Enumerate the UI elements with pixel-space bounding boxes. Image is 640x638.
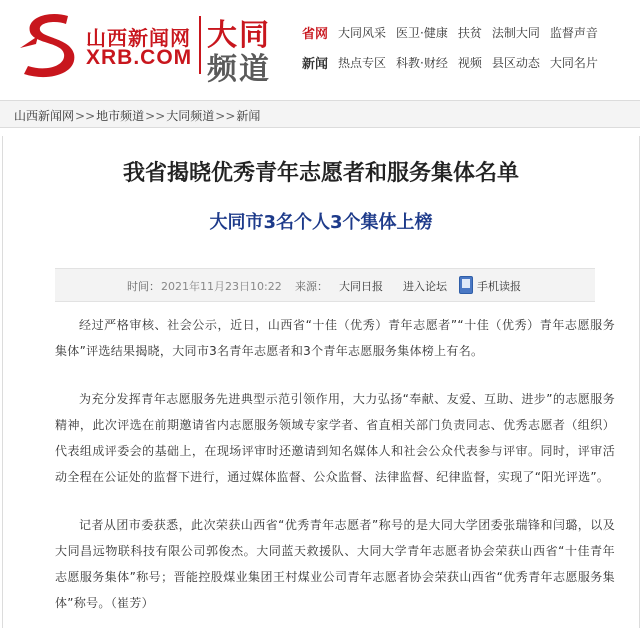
- nav-item-news[interactable]: 新闻: [302, 56, 329, 72]
- meta-source: 大同日报: [339, 280, 383, 293]
- nav-item-hot-topics[interactable]: 热点专区: [338, 55, 387, 70]
- article-meta-bar: [55, 268, 595, 302]
- article-subtitle: 大同市3名个人3个集体上榜: [209, 212, 433, 233]
- meta-source-label: 来源：: [295, 280, 328, 293]
- breadcrumb-item-home[interactable]: 山西新闻网: [14, 109, 75, 123]
- breadcrumb-item-news[interactable]: 新闻: [236, 109, 261, 123]
- article-paragraph: 记者从团市委获悉，此次荣获山西省“优秀青年志愿者”称号的是大同大学团委张瑞锋和闫璐，以及大同昌远物联科技有限公司郭俊杰。大同蓝天救援队、大同大学青年志愿者协会荣获山西省“十佳青年志愿服务集体”称号；晋能控股煤业集团王村煤业公司青年志愿者协会荣获山西省“优秀青年志愿服务集体”称号。（崔芳）: [55, 518, 615, 610]
- nav-item-county-news[interactable]: 县区动态: [491, 55, 540, 70]
- breadcrumb-item-datong-channel[interactable]: 大同频道: [166, 109, 215, 123]
- breadcrumb-separator: >>: [75, 109, 96, 123]
- site-name-cn[interactable]: 山西新闻网: [86, 26, 191, 50]
- nav-row-1: [302, 18, 640, 46]
- nav-item-legal[interactable]: 法制大同: [491, 25, 540, 40]
- breadcrumb: [14, 107, 260, 124]
- article-title: 我省揭晓优秀青年志愿者和服务集体名单: [122, 161, 519, 186]
- logo-divider: [199, 16, 201, 74]
- mobile-reading-link[interactable]: 手机读报: [477, 280, 521, 293]
- nav-item-science-finance[interactable]: 科教·财经: [396, 55, 448, 70]
- channel-name-line1: 大同: [207, 18, 271, 53]
- nav-item-video[interactable]: 视频: [457, 55, 482, 70]
- site-logo-icon[interactable]: [18, 8, 80, 78]
- breadcrumb-bar: [0, 100, 640, 128]
- nav-item-health[interactable]: 医卫·健康: [396, 25, 448, 40]
- meta-time-label: 时间：: [127, 280, 160, 293]
- nav-item-provincial[interactable]: 省网: [302, 26, 329, 42]
- site-name-en[interactable]: XRB.COM: [86, 46, 193, 69]
- article-body: [55, 312, 615, 638]
- site-header: [0, 0, 640, 96]
- enter-forum-link[interactable]: 进入论坛: [403, 280, 447, 293]
- article-paragraph: 为充分发挥青年志愿服务先进典型示范引领作用，大力弘扬“奉献、友爱、互助、进步”的志愿服务精神，此次评选在前期邀请省内志愿服务领域专家学者、省直相关部门负责同志、优秀志愿者（组织）代表组成评委会的基础上，在现场评审时还邀请到知名媒体人和社会公众代表参与评审。同时，评审活动全程在公证处的监督下进行，通过媒体监督、公众监督、法律监督、纪律监督，实现了“阳光评选”。: [55, 392, 615, 484]
- nav-row-2: [302, 48, 640, 76]
- nav-item-datong-card[interactable]: 大同名片: [549, 55, 598, 70]
- breadcrumb-item-city-channel[interactable]: 地市频道: [96, 109, 145, 123]
- channel-name-line2: 频道: [207, 52, 271, 87]
- top-nav: [302, 18, 640, 76]
- meta-publish-time: 2021年11月23日10:22: [161, 280, 282, 293]
- breadcrumb-separator: >>: [215, 109, 236, 123]
- nav-item-supervision[interactable]: 监督声音: [549, 25, 598, 40]
- breadcrumb-separator: >>: [145, 109, 166, 123]
- nav-item-poverty-relief[interactable]: 扶贫: [457, 25, 482, 40]
- article-container: [2, 136, 640, 628]
- nav-item-datong-scenery[interactable]: 大同风采: [338, 25, 387, 40]
- article-paragraph: 经过严格审核、社会公示，近日，山西省“十佳（优秀）青年志愿者”“十佳（优秀）青年志愿服务集体”评选结果揭晓，大同市3名青年志愿者和3个青年志愿服务集体榜上有名。: [55, 318, 615, 358]
- phone-icon[interactable]: [459, 276, 473, 294]
